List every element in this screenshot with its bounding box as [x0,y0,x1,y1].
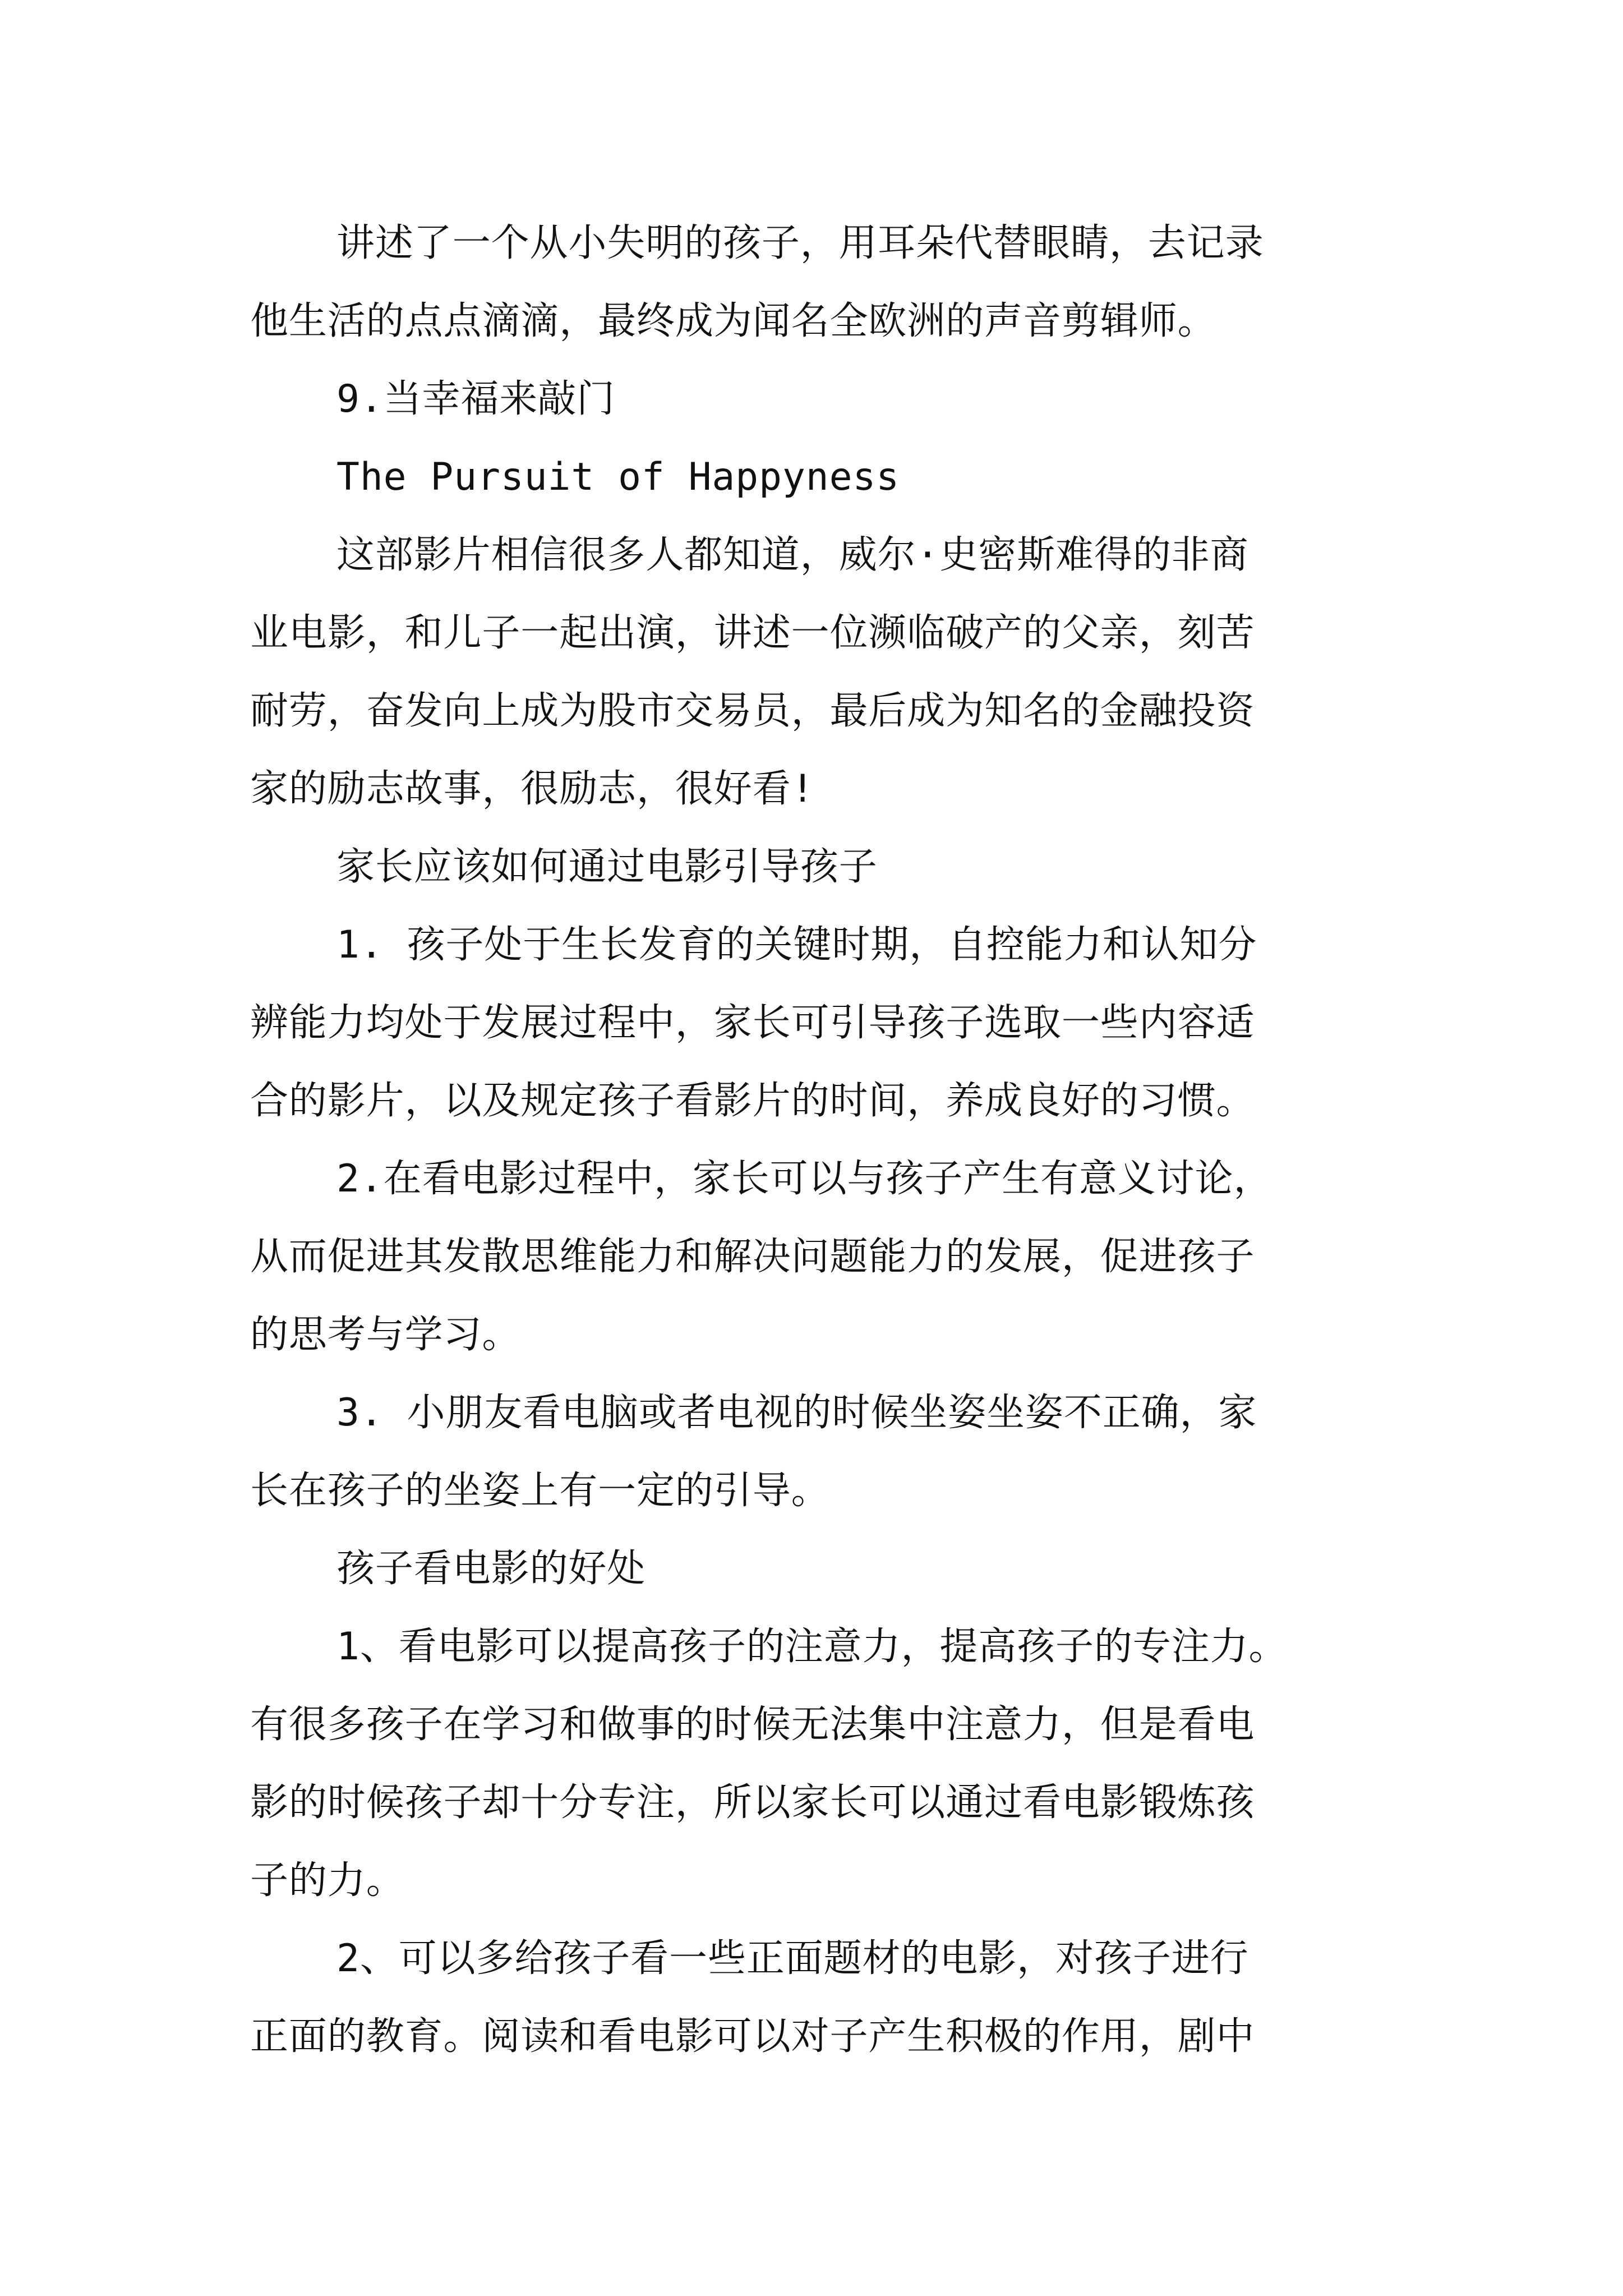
benefit-1-line-1: 1、看电影可以提高孩子的注意力，提高孩子的专注力。 [336,1625,1288,1669]
section-heading-guidance: 家长应该如何通过电影引导孩子 [336,845,878,889]
list-item-1-line-3: 合的影片，以及规定孩子看影片的时间，养成良好的习惯。 [250,1079,1255,1123]
benefit-2-line-1: 2、可以多给孩子看一些正面题材的电影，对孩子进行 [336,1936,1249,1981]
section-heading-9: 9.当幸福来敲门 [336,377,616,421]
list-item-1-line-1: 1. 孩子处于生长发育的关键时期，自控能力和认知分 [336,923,1257,967]
section-heading-benefits: 孩子看电影的好处 [336,1547,646,1591]
benefit-1-line-4: 子的力。 [250,1858,405,1903]
list-item-2-line-2: 从而促进其发散思维能力和解决问题能力的发展，促进孩子 [250,1235,1255,1279]
paragraph-line-5: 这部影片相信很多人都知道，威尔·史密斯难得的非商 [336,533,1249,577]
movie-title-english: The Pursuit of Happyness [336,455,900,499]
list-item-2-line-3: 的思考与学习。 [250,1313,521,1357]
list-item-3-line-1: 3. 小朋友看电脑或者电视的时候坐姿坐姿不正确，家 [336,1391,1257,1435]
list-item-2-line-1: 2.在看电影过程中，家长可以与孩子产生有意义讨论， [336,1157,1272,1201]
benefit-1-line-3: 影的时候孩子却十分专注，所以家长可以通过看电影锻炼孩 [250,1780,1255,1825]
paragraph-line-2: 他生活的点点滴滴，最终成为闻名全欧洲的声音剪辑师。 [250,299,1216,343]
benefit-1-line-2: 有很多孩子在学习和做事的时候无法集中注意力，但是看电 [250,1703,1255,1747]
paragraph-line-6: 业电影，和儿子一起出演，讲述一位濒临破产的父亲，刻苦 [250,611,1255,655]
paragraph-line-8: 家的励志故事，很励志，很好看! [250,767,815,811]
benefit-2-line-2: 正面的教育。阅读和看电影可以对子产生积极的作用，剧中 [250,2014,1255,2059]
paragraph-line-7: 耐劳，奋发向上成为股市交易员，最后成为知名的金融投资 [250,689,1255,733]
list-item-3-line-2: 长在孩子的坐姿上有一定的引导。 [250,1469,830,1513]
list-item-1-line-2: 辨能力均处于发展过程中，家长可引导孩子选取一些内容适 [250,1001,1255,1045]
paragraph-line-1: 讲述了一个从小失明的孩子，用耳朵代替眼睛，去记录 [336,221,1264,265]
